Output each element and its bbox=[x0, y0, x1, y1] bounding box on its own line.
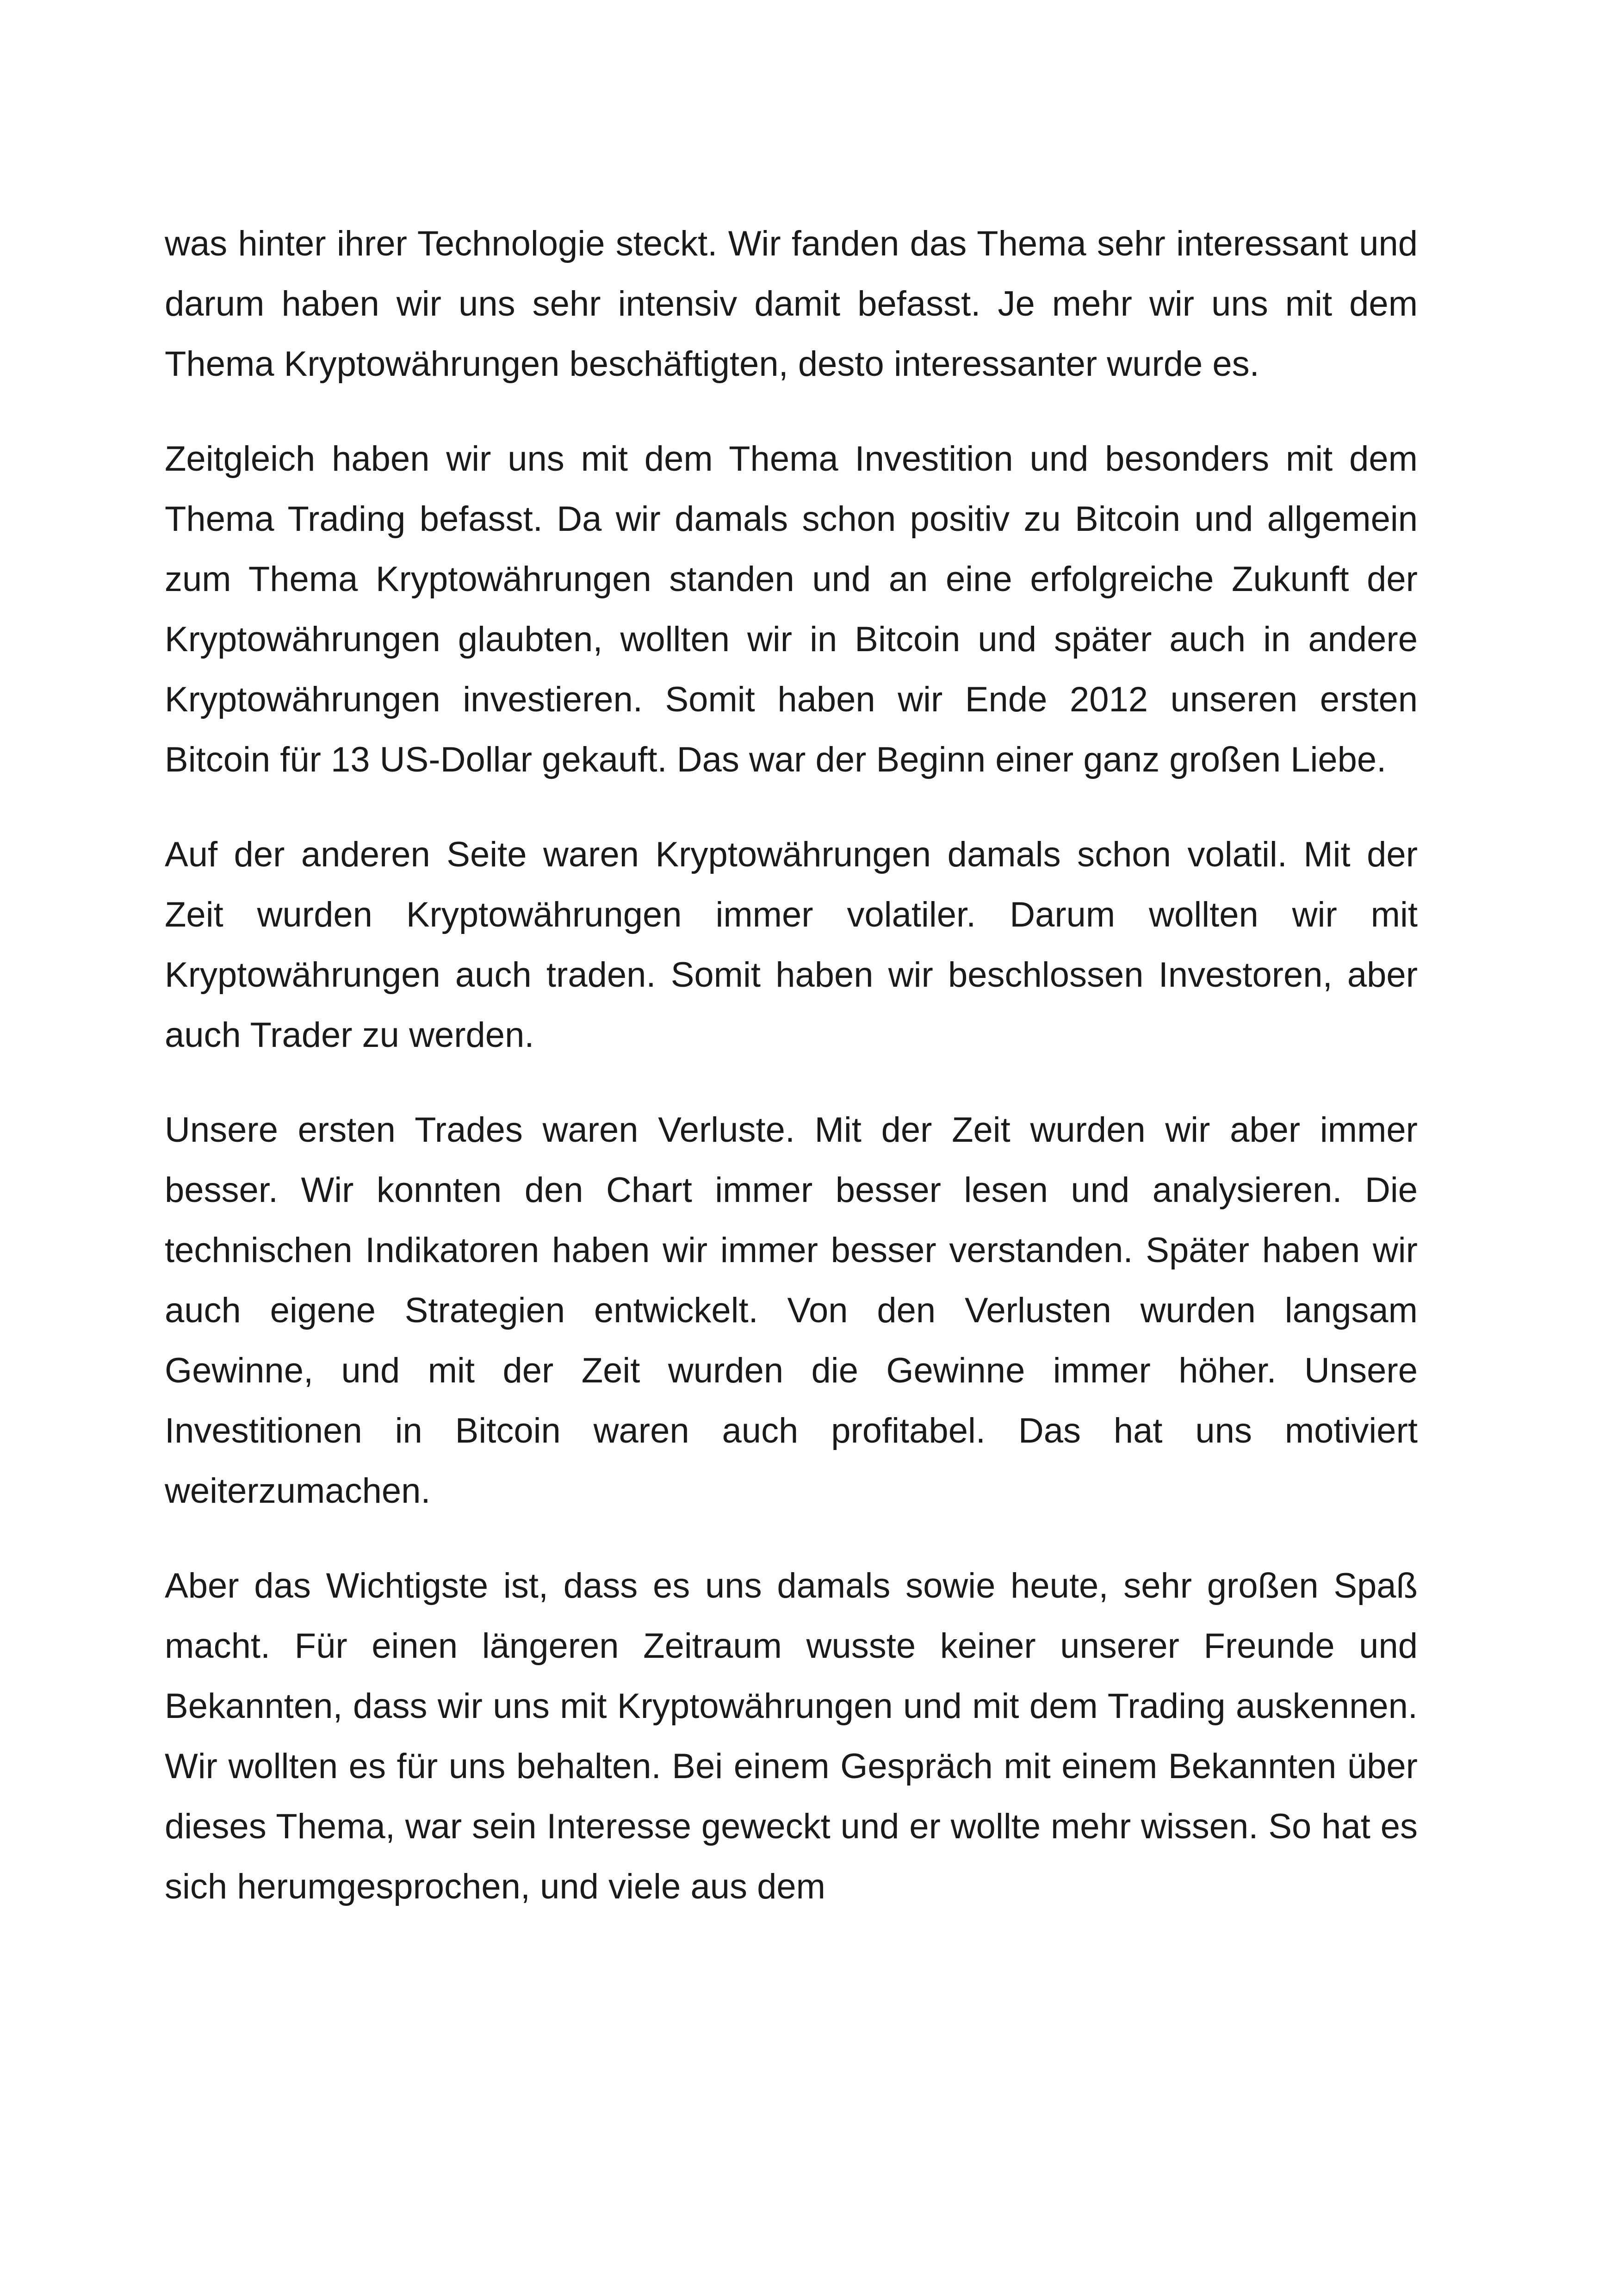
paragraph-1: was hinter ihrer Technologie steckt. Wir fanden das Thema sehr interessant und darum haben wir uns sehr intensiv damit befasst. Je mehr wir uns mit dem Thema Kryptowährungen beschäftigten, desto interessanter wurde es. bbox=[165, 224, 1418, 384]
body-text bbox=[165, 214, 1418, 1917]
paragraph-4: Unsere ersten Trades waren Verluste. Mit der Zeit wurden wir aber immer besser. Wir konnten den Chart immer besser lesen und analysieren. Die technischen Indikatoren haben wir immer besser verstanden. Später haben wir auch eigene Strategien entwickelt. Von den Verlusten wurden langsam Gewinne, und mit der Zeit wurden die Gewinne immer höher. Unsere Investitionen in Bitcoin waren auch profitabel. Das hat uns motiviert weiterzumachen. bbox=[165, 1110, 1418, 1511]
paragraph-5: Aber das Wichtigste ist, dass es uns damals sowie heute, sehr großen Spaß macht. Für einen längeren Zeitraum wusste keiner unserer Freunde und Bekannten, dass wir uns mit Kryptowährungen und mit dem Trading auskennen. Wir wollten es für uns behalten. Bei einem Gespräch mit einem Bekannten über dieses Thema, war sein Interesse geweckt und er wollte mehr wissen. So hat es sich herumgesprochen, und viele aus dem bbox=[165, 1566, 1418, 1906]
paragraph-3: Auf der anderen Seite waren Kryptowährungen damals schon volatil. Mit der Zeit wurden Kryptowährungen immer volatiler. Darum wollten wir mit Kryptowährungen auch traden. Somit haben wir beschlossen Investoren, aber auch Trader zu werden. bbox=[165, 835, 1418, 1055]
paragraph-2: Zeitgleich haben wir uns mit dem Thema Investition und besonders mit dem Thema Trading befasst. Da wir damals schon positiv zu Bitcoin und allgemein zum Thema Kryptowährungen standen und an eine erfolgreiche Zukunft der Kryptowährungen glaubten, wollten wir in Bitcoin und später auch in andere Kryptowährungen investieren. Somit haben wir Ende 2012 unseren ersten Bitcoin für 13 US-Dollar gekauft. Das war der Beginn einer ganz großen Liebe. bbox=[165, 439, 1418, 779]
